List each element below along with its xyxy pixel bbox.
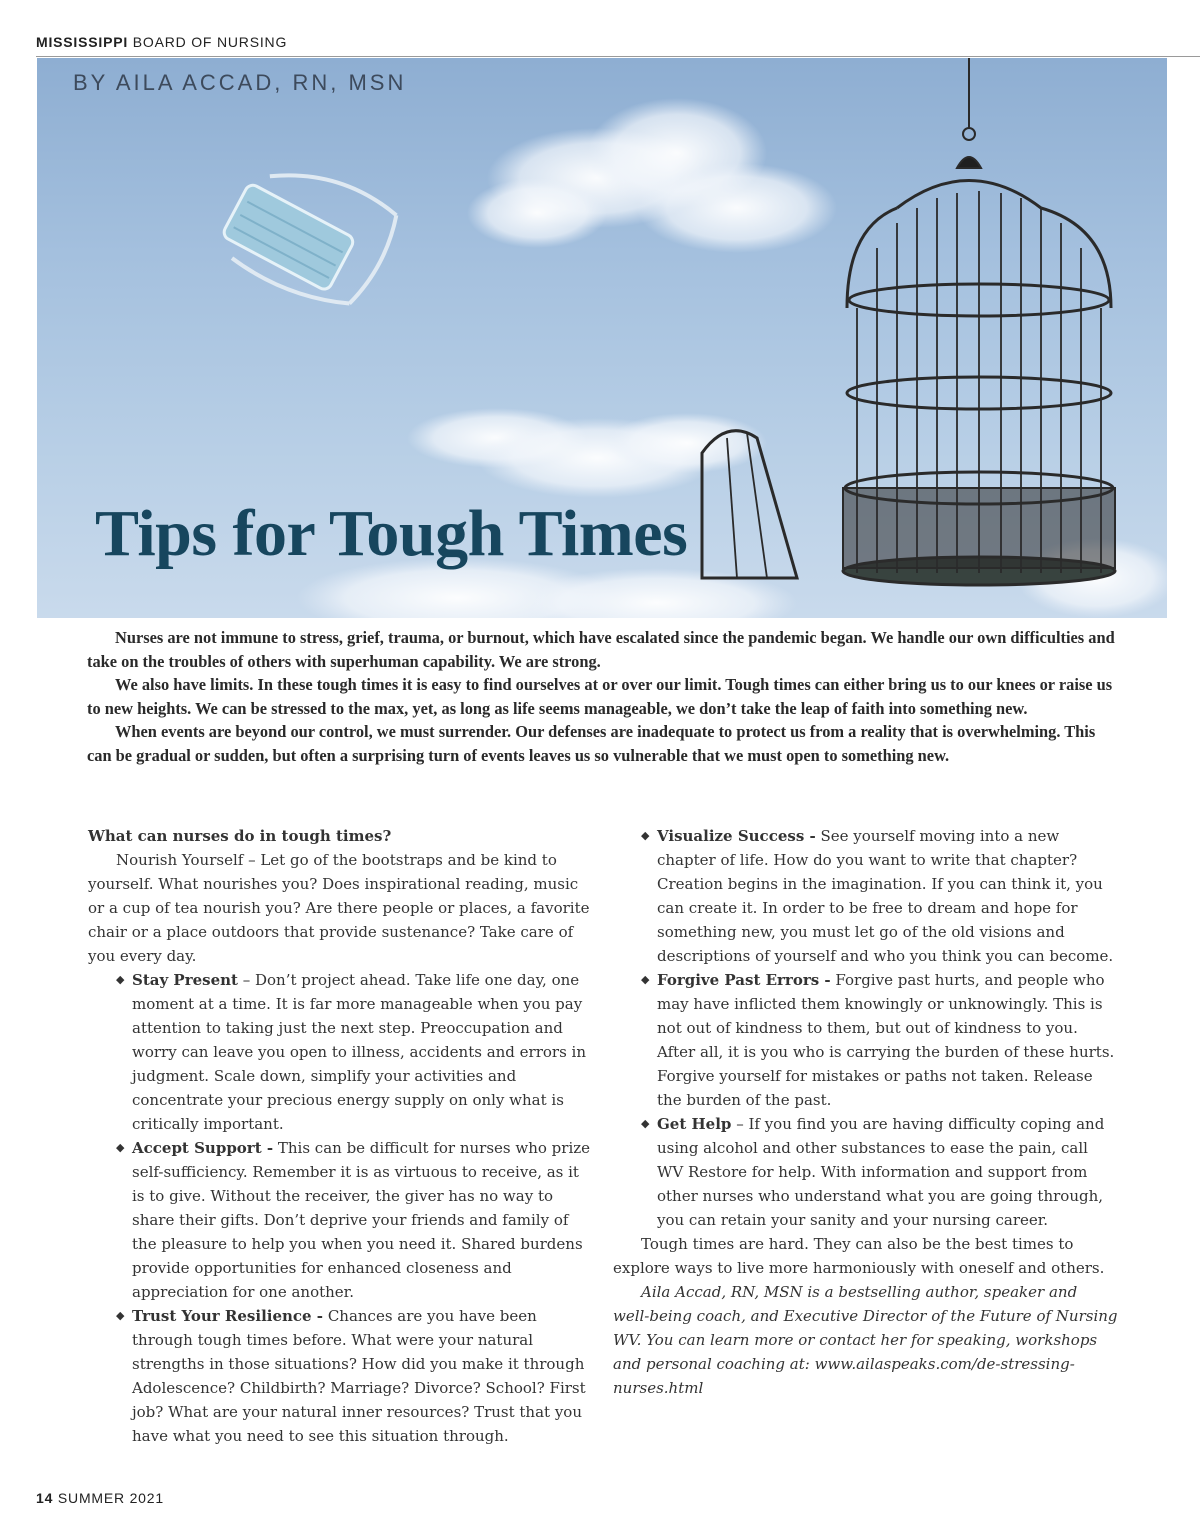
birdcage-illustration [702, 58, 1115, 585]
diamond-bullet-icon: ◆ [116, 1309, 125, 1322]
intro-paragraph: Nurses are not immune to stress, grief, trauma, or burnout, which have escalated since the pandemic began. We handle our own difficulties and take on the troubles of others with superhuman capability. We are strong. [87, 628, 1115, 671]
tip-text: – Don’t project ahead. Take life one day, one moment at a time. It is far more manageable when you pay attention to taking just the next step. Preoccupation and worry can leave you open to illness, accidents and errors in judgment. Scale down, simplify your activities and concentrate your precious energy supply on only what is critically important. [132, 971, 587, 1133]
body-paragraph: Nourish Yourself – Let go of the bootstraps and be kind to yourself. What nourishes you? Does inspirational reading, music or a cup of tea nourish you? Are there people or places, a favorite chair or a place outdoors that provide sustenance? Take care of you every day. [88, 851, 590, 965]
publication-subtitle: BOARD OF NURSING [132, 34, 288, 50]
tips-list [641, 824, 1118, 1232]
tip-term: Trust Your Resilience - [132, 1307, 324, 1325]
author-bio: Aila Accad, RN, MSN is a bestselling author, speaker and well-being coach, and Executive Director of the Future of Nursing WV. You can learn more or contact her for speaking, workshops and personal coaching at: www.ailaspeaks.com/de-stressing-nurses.html [613, 1283, 1118, 1397]
tip-text: Chances are you have been through tough times before. What were your natural strengths in those situations? How did you make it through Adolescence? Childbirth? Marriage? Divorce? School? First job? What are your natural inner resources? Trust that you have what you need to see this situation through. [132, 1307, 586, 1445]
tip-term: Forgive Past Errors - [657, 971, 831, 989]
tip-term: Accept Support - [132, 1139, 274, 1157]
tip-term: Stay Present [132, 971, 238, 989]
diamond-bullet-icon: ◆ [116, 973, 125, 986]
tip-term: Visualize Success - [657, 827, 816, 845]
publication-name: MISSISSIPPI [36, 34, 129, 50]
list-item [641, 968, 1118, 1112]
left-column [88, 824, 593, 1448]
diamond-bullet-icon: ◆ [116, 1141, 125, 1154]
intro-paragraph: We also have limits. In these tough times it is easy to find ourselves at or over our limit. Tough times can either bring us to our knees or raise us to new heights. We can be stressed to the max, yet, as long as life seems manageable, we don’t take the leap of faith into something new. [87, 675, 1113, 718]
tip-text: This can be difficult for nurses who prize self-sufficiency. Remember it is as virtuous to receive, as it is to give. Without the receiver, the giver has no way to share their gifts. Don’t deprive your friends and family of the pleasure to help you when you need it. Shared burdens provide opportunities for enhanced closeness and appreciation for one another. [132, 1139, 591, 1301]
article-byline: BY AILA ACCAD, RN, MSN [73, 70, 407, 95]
tip-text: – If you find you are having difficulty coping and using alcohol and other substances to ease the pain, call WV Restore for help. With information and support from other nurses who understand what you are going through, you can retain your sanity and your nursing career. [657, 1115, 1105, 1229]
intro-paragraph: When events are beyond our control, we must surrender. Our defenses are inadequate to protect us from a reality that is overwhelming. This can be gradual or sudden, but often a surprising turn of events leaves us so vulnerable that we must open to something new. [87, 722, 1096, 765]
list-item [116, 1136, 593, 1304]
list-item [116, 968, 593, 1136]
cloud-shape [467, 98, 837, 253]
section-heading: What can nurses do in tough times? [88, 827, 392, 845]
header-divider [36, 56, 1200, 57]
diamond-bullet-icon: ◆ [641, 829, 650, 842]
list-item [641, 1112, 1118, 1232]
right-column [613, 824, 1118, 1400]
publication-header [36, 34, 287, 50]
article-intro [87, 626, 1117, 767]
hero-image [37, 58, 1167, 618]
face-mask-icon [213, 144, 405, 323]
tips-list [116, 968, 593, 1448]
diamond-bullet-icon: ◆ [641, 973, 650, 986]
tip-text: See yourself moving into a new chapter of life. How do you want to write that chapter? Creation begins in the imagination. If you can think it, you can create it. In order to be free to dream and hope for something new, you must let go of the old visions and descriptions of yourself and who you think you can become. [657, 827, 1114, 965]
tip-term: Get Help [657, 1115, 732, 1133]
diamond-bullet-icon: ◆ [641, 1117, 650, 1130]
page-number: 14 [36, 1490, 54, 1506]
cloud-shape [407, 408, 767, 498]
list-item [641, 824, 1118, 968]
page-footer [36, 1490, 164, 1506]
issue-label: SUMMER 2021 [57, 1490, 164, 1506]
list-item [116, 1304, 593, 1448]
tip-text: Forgive past hurts, and people who may have inflicted them knowingly or unknowingly. This is not out of kindness to them, but out of kindness to you. After all, it is you who is carrying the burden of these hurts. Forgive yourself for mistakes or paths not taken. Release the burden of the past. [657, 971, 1115, 1109]
closing-paragraph: Tough times are hard. They can also be the best times to explore ways to live more harmoniously with oneself and others. [613, 1235, 1105, 1277]
article-title: Tips for Tough Times [95, 497, 688, 570]
